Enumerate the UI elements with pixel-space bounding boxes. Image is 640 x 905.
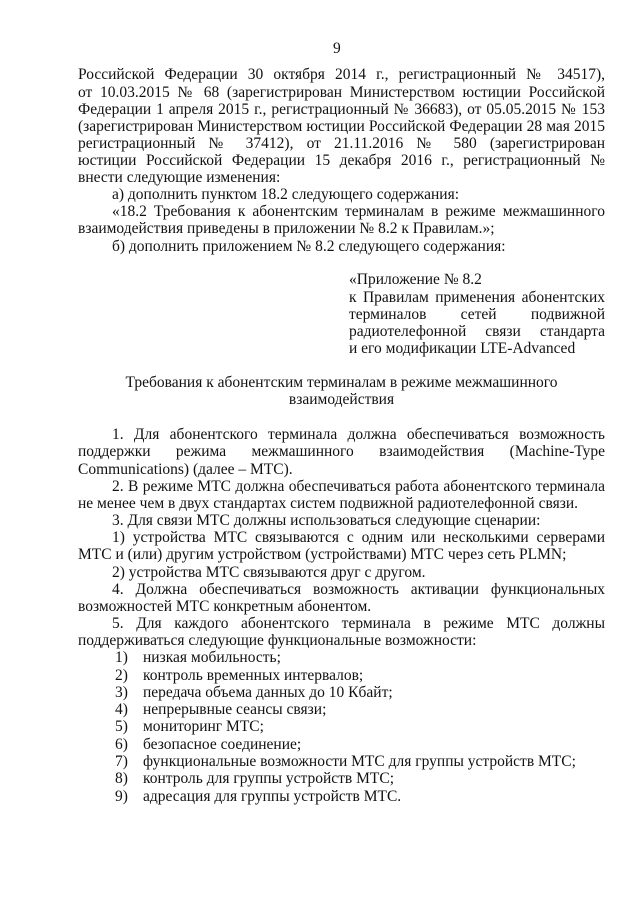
intro-line: внести следующие изменения: — [78, 169, 281, 186]
intro-line: от 10.03.2015 № 68 (зарегистрирован Министерством юстиции Российской — [78, 84, 605, 101]
paragraph-1: Communications) (далее – МТС). — [78, 461, 293, 478]
paragraph-4: 4. Должна обеспечиваться возможность активации функциональных — [112, 581, 605, 598]
intro-line: (зарегистрирован Министерством юстиции Российской Федерации 28 мая 2015 — [78, 118, 605, 135]
paragraph-5: 5. Для каждого абонентского терминала в режиме МТС должны — [112, 615, 605, 632]
list-item-text: безопасное соединение; — [143, 736, 302, 753]
paragraph-5: поддерживаться следующие функциональные возможности: — [78, 632, 477, 649]
list-item-text: непрерывные сеансы связи; — [143, 701, 327, 718]
list-item-number: 4) — [115, 701, 128, 718]
section-title: Требования к абонентским терминалам в режиме межмашинного — [125, 374, 558, 391]
page-number: 9 — [333, 40, 341, 57]
list-item-text: функциональные возможности МТС для группы устройств МТС; — [143, 753, 576, 770]
list-item-text: передача объема данных до 10 Кбайт; — [143, 684, 393, 701]
intro-line: Российской Федерации 30 октября 2014 г., регистрационный № 34517), — [78, 66, 605, 83]
list-item-number: 1) — [115, 649, 128, 666]
scenario-1: 1) устройства МТС связываются с одним или несколькими серверами — [112, 529, 605, 546]
section-title: взаимодействия — [288, 391, 395, 408]
appendix-line: радиотелефонной связи стандарта — [349, 323, 605, 340]
paragraph-2: не менее чем в двух стандартах систем подвижной радиотелефонной связи. — [78, 495, 579, 512]
item-b: б) дополнить приложением № 8.2 следующего содержания: — [112, 238, 506, 255]
appendix-line: и его модификации LTE-Advanced — [349, 340, 576, 357]
intro-line: Федерации 1 апреля 2015 г., регистрационный № 36683), от 05.05.2015 № 153 — [78, 101, 605, 118]
paragraph-4: возможностей МТС конкретным абонентом. — [78, 598, 372, 615]
list-item-number: 5) — [115, 718, 128, 735]
list-item-number: 2) — [115, 667, 128, 684]
list-item-number: 7) — [115, 753, 128, 770]
list-item-number: 3) — [115, 684, 128, 701]
intro-line: регистрационный № 37412), от 21.11.2016 № 580 (зарегистрирован — [78, 135, 605, 152]
list-item-text: низкая мобильность; — [143, 649, 281, 666]
appendix-line: терминалов сетей подвижной — [349, 306, 605, 323]
paragraph-1: 1. Для абонентского терминала должна обеспечиваться возможность — [112, 426, 605, 443]
paragraph-2: 2. В режиме МТС должна обеспечиваться работа абонентского терминала — [112, 478, 605, 495]
appendix-line: к Правилам применения абонентских — [349, 289, 605, 306]
intro-line: юстиции Российской Федерации 15 декабря 2016 г., регистрационный № — [78, 152, 605, 169]
list-item-number: 9) — [115, 788, 128, 805]
list-item-text: мониторинг МТС; — [143, 718, 264, 735]
quote-line: «18.2 Требования к абонентским терминалам в режиме межмашинного — [112, 203, 605, 220]
scenario-1: МТС и (или) другим устройством (устройствами) МТС через сеть PLMN; — [78, 546, 567, 563]
list-item-text: контроль для группы устройств МТС; — [143, 770, 395, 787]
paragraph-3: 3. Для связи МТС должны использоваться следующие сценарии: — [112, 512, 541, 529]
list-item-text: контроль временных интервалов; — [143, 667, 364, 684]
list-item-number: 8) — [115, 770, 128, 787]
paragraph-1: поддержки режима межмашинного взаимодействия (Machine-Type — [78, 443, 605, 460]
list-item-number: 6) — [115, 736, 128, 753]
scenario-2: 2) устройства МТС связываются друг с другом. — [112, 564, 426, 581]
quote-line: взаимодействия приведены в приложении № 8.2 к Правилам.»; — [78, 220, 495, 237]
list-item-text: адресация для группы устройств МТС. — [143, 788, 402, 805]
appendix-line: «Приложение № 8.2 — [349, 271, 482, 288]
item-a: а) дополнить пунктом 18.2 следующего содержания: — [112, 186, 460, 203]
